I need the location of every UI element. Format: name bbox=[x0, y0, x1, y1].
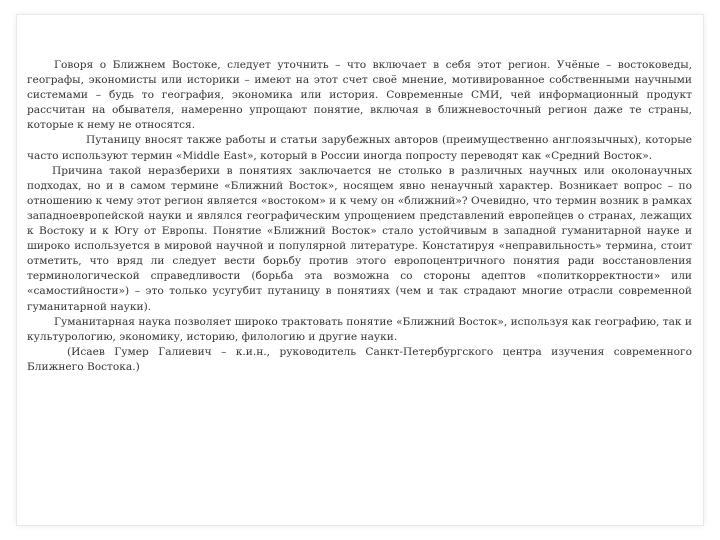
paragraph-intro: Говоря о Ближнем Востоке, следует уточнить – что включает в себя этот регион. Учёные – востоковеды, географы, экономисты или историки – имеют на этот счет своё мнение, мотивированное собственными научными системами – будь то география, экономика или история. Современные СМИ, чей информационный продукт рассчитан на обывателя, намеренно упрощают понятие, включая в ближневосточный регион даже те страны, которые к нему не относятся. bbox=[27, 59, 692, 132]
paragraph-foreign-authors: Путаницу вносят также работы и статьи зарубежных авторов (преимущественно англоязычных), которые часто используют термин «Middle East», который в России иногда попросту переводят как «Средний Восток». bbox=[27, 134, 692, 162]
text-body bbox=[27, 58, 692, 375]
paragraph-term-reason: Причина такой неразберихи в понятиях заключается не столько в различных научных или околонаучных подходах, но и в самом термине «Ближний Восток», носящем явно ненаучный характер. Возникает вопрос – по отношению к чему этот регион является «востоком» и к чему он «ближний»? Очевидно, что термин возник в рамках западноевропейской науки и являлся географическим упрощением представлений европейцев о странах, лежащих к Востоку и к Югу от Европы. Понятие «Ближний Восток» стало устойчивым в западной гуманитарной науке и широко используется в мировой научной и популярной литературе. Констатируя «неправильность» термина, стоит отметить, что вряд ли следует вести борьбу против этого европоцентричного понятия ради восстановления терминологической справедливости (борьба эта возможна со стороны адептов «политкорректности» или «самостийности») – это только усугубит путаницу в понятиях (чем и так страдают многие отрасли современной гуманитарной науки). bbox=[27, 164, 692, 313]
paragraph-humanities: Гуманитарная наука позволяет широко трактовать понятие «Ближний Восток», используя как географию, так и культурологию, экономику, историю, филологию и другие науки. bbox=[27, 315, 692, 343]
paragraph-author-citation: (Исаев Гумер Галиевич – к.и.н., руководитель Санкт-Петербургского центра изучения современного Ближнего Востока.) bbox=[27, 345, 692, 373]
